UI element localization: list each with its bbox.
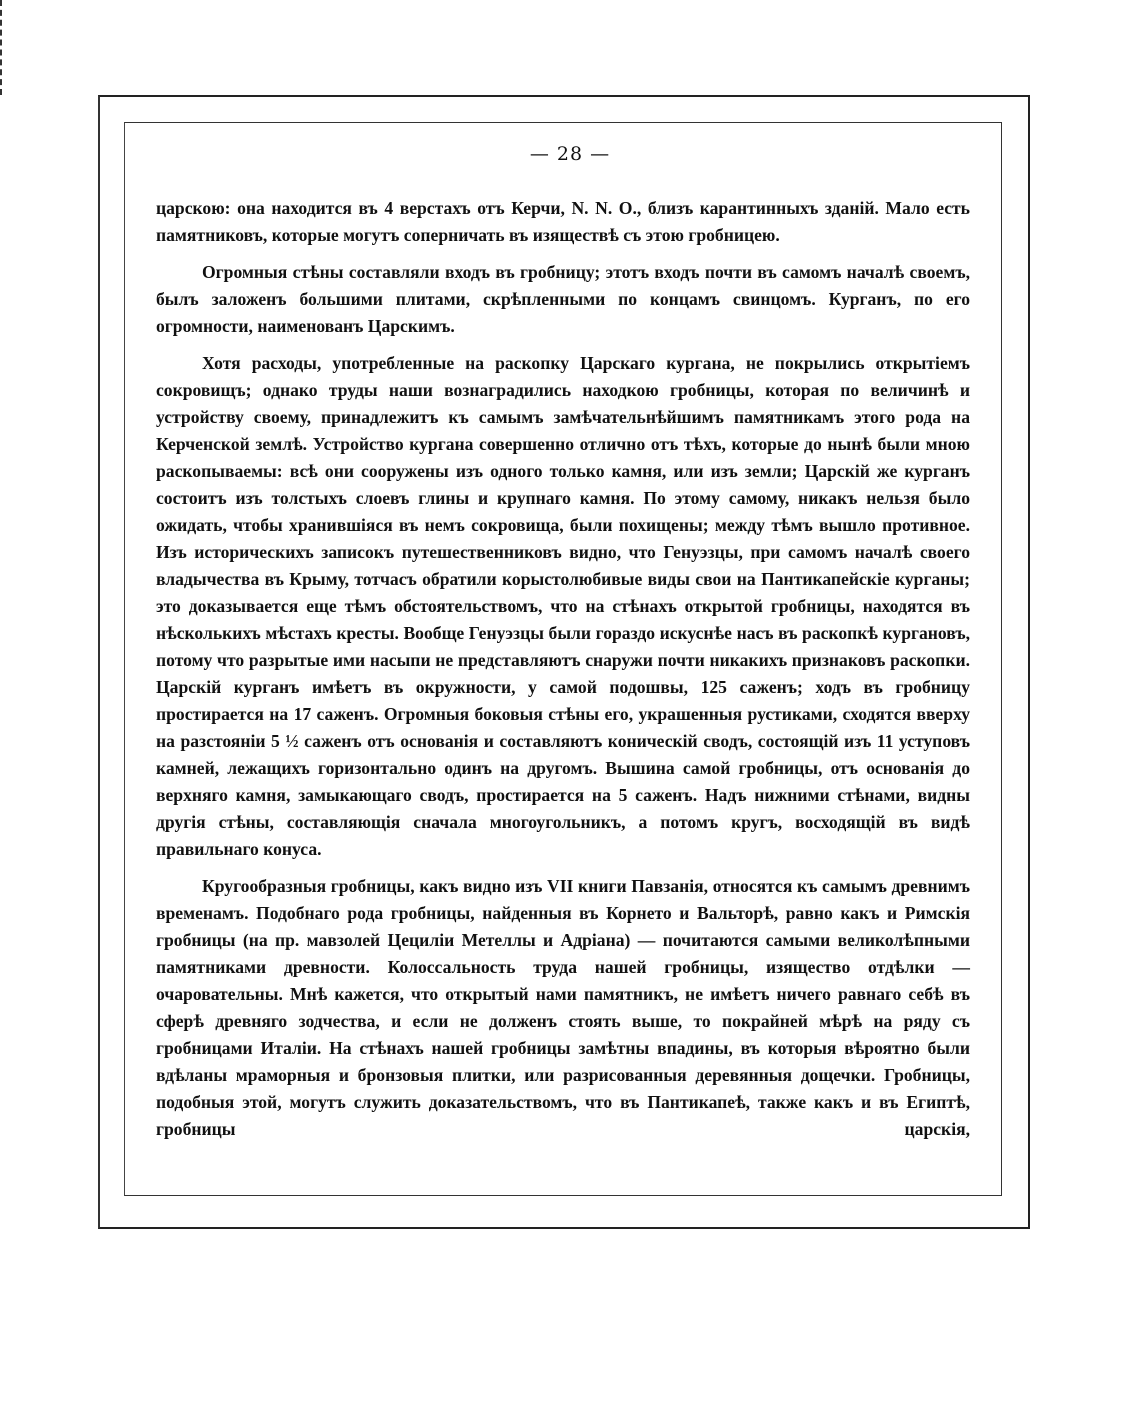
- paragraph-3: Хотя расходы, употребленные на раскопку Царскаго кургана, не покрылись открытіемъ сокровищъ; однако труды наши вознаградились находкою гробницы, которая по величинѣ и устройству своему, принадлежитъ къ самымъ замѣчательнѣйшимъ памятникамъ этого рода на Керченской землѣ. Устройство кургана совершенно отлично отъ тѣхъ, которые до нынѣ были мною раскопываемы: всѣ они сооружены изъ одного только камня, или изъ земли; Царскій же курганъ состоитъ изъ толстыхъ слоевъ глины и крупнаго камня. По этому самому, никакъ нельзя было ожидать, чтобы хранившіяся въ немъ сокровища, были похищены; между тѣмъ вышло противное. Изъ историческихъ записокъ путешественниковъ видно, что Генуэзцы, при самомъ началѣ своего владычества въ Крыму, тотчасъ обратили корыстолюбивые виды свои на Пантикапейскіе курганы; это доказывается еще тѣмъ обстоятельствомъ, что на стѣнахъ открытой гробницы, находятся въ нѣсколькихъ мѣстахъ кресты. Вообще Генуэзцы были гораздо искуснѣе насъ въ раскопкѣ кургановъ, потому что разрытые ими насыпи не представляютъ снаружи почти никакихъ признаковъ раскопки. Царскій курганъ имѣетъ въ окружности, у самой подошвы, 125 саженъ; ходъ въ гробницу простирается на 17 саженъ. Огромныя боковыя стѣны его, украшенныя рустиками, сходятся вверху на разстояніи 5 ½ саженъ отъ основанія и составляютъ коническій сводъ, состоящій изъ 11 уступовъ камней, лежащихъ горизонтально одинъ на другомъ. Вышина самой гробницы, отъ основанія до верхняго камня, замыкающаго сводъ, простирается на 5 саженъ. Надъ нижними стѣнами, видны другія стѣны, составляющія сначала многоугольникъ, а потомъ кругъ, восходящій въ видѣ правильнаго конуса.: [156, 353, 970, 859]
- paragraph-1: царскою: она находится въ 4 верстахъ отъ Керчи, N. N. O., близъ карантинныхъ зданій. Мало есть памятниковъ, которые могутъ соперничать въ изяществѣ съ этою гробницею.: [156, 198, 970, 245]
- scan-edge-mark: [0, 0, 5, 95]
- paragraph-4: Кругообразныя гробницы, какъ видно изъ VII книги Павзанія, относятся къ самымъ древнимъ временамъ. Подобнаго рода гробницы, найденныя въ Корнето и Вальторѣ, равно какъ и Римскія гробницы (на пр. мавзолей Цециліи Метеллы и Адріана) — почитаются самыми великолѣпными памятниками древности. Колоссальность труда нашей гробницы, изящество отдѣлки — очаровательны. Мнѣ кажется, что открытый нами памятникъ, не имѣетъ ничего равнаго себѣ въ сферѣ древняго зодчества, и если не долженъ стоять выше, то покрайней мѣрѣ на ряду съ гробницами Италіи. На стѣнахъ нашей гробницы замѣтны впадины, въ которыя вѣроятно были вдѣланы мраморныя и бронзовыя плитки, или разрисованныя деревянныя дощечки. Гробницы, подобныя этой, могутъ служить доказательствомъ, что въ Пантикапеѣ, также какъ и въ Египтѣ, гробницы царскія,: [156, 876, 970, 1139]
- page-number: — 28 —: [529, 143, 611, 165]
- body-text: [156, 195, 970, 1153]
- paragraph-2: Огромныя стѣны составляли входъ въ гробницу; этотъ входъ почти въ самомъ началѣ своемъ, былъ заложенъ большими плитами, скрѣпленными по концамъ свинцомъ. Курганъ, по его огромности, наименованъ Царскимъ.: [156, 262, 970, 336]
